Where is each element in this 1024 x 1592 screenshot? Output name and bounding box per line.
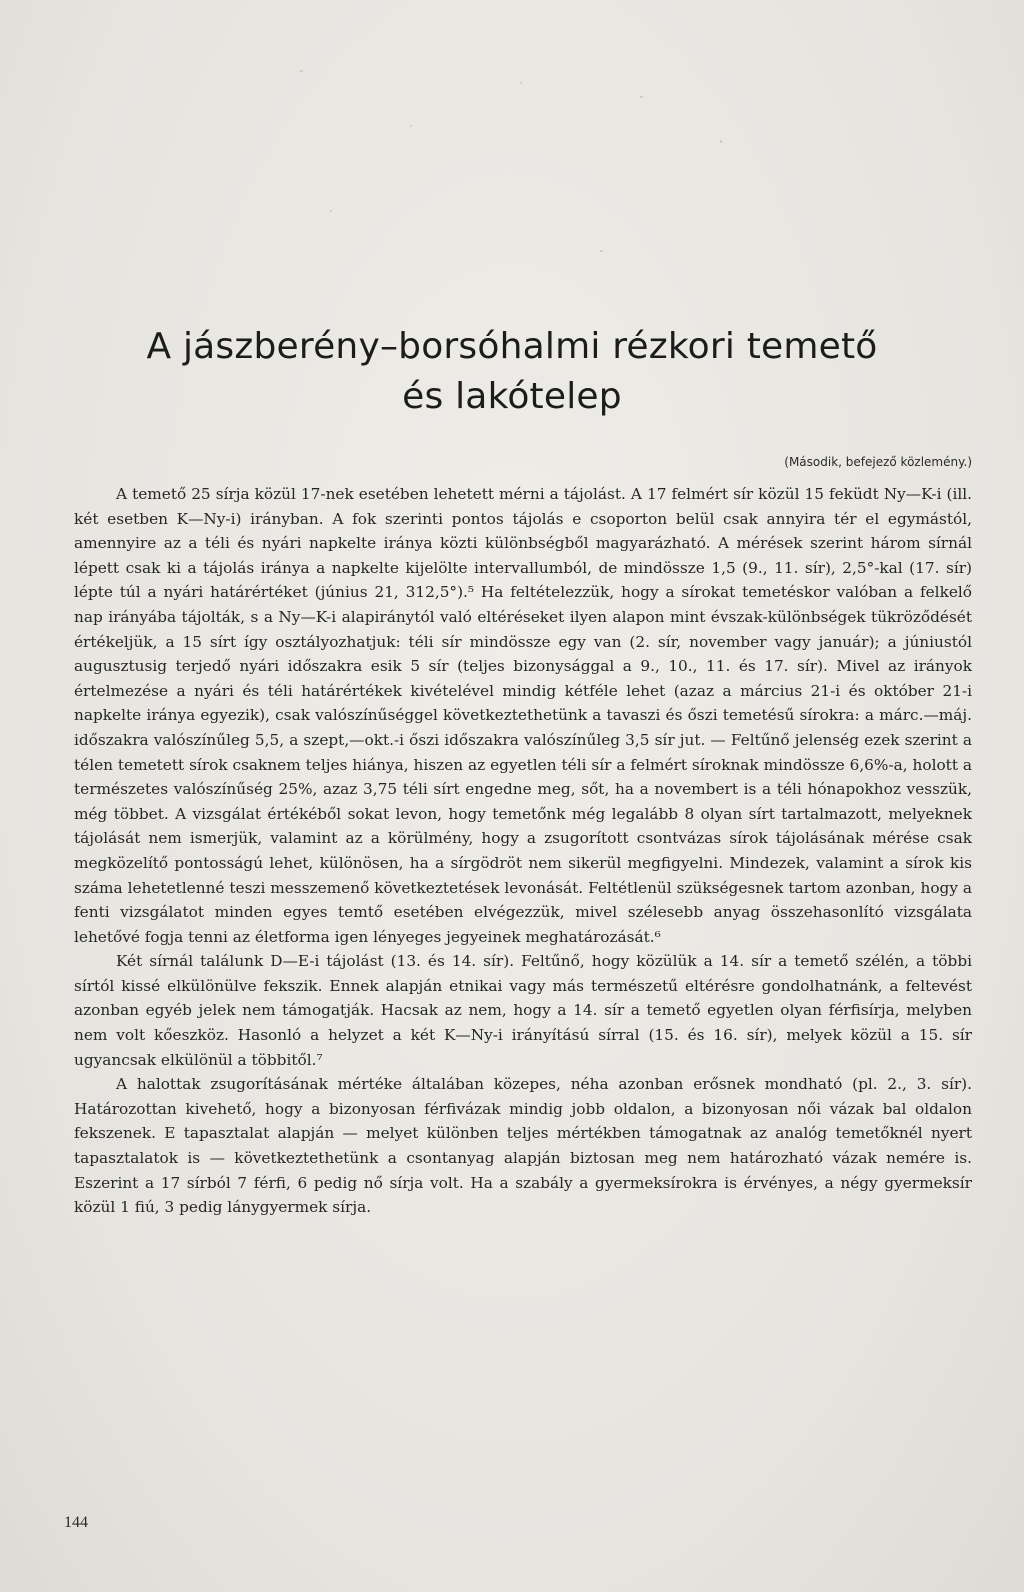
paragraph: Két sírnál találunk D—E-i tájolást (13. és 14. sír). Feltűnő, hogy közülük a 14. sír a temető szélén, a többi sírtól kissé elkülönülve fekszik. Ennek alapján etnikai vagy más természetű eltérésre gondolhatnánk, a feltevést azonban egyéb jelek nem támogatják. Hacsak az nem, hogy a 14. sír a temető egyetlen olyan férfisírja, melyben nem volt kőeszköz. Hasonló a helyzet a két K—Ny-i irányítású sírral (15. és 16. sír), melyek közül a 15. sír ugyancsak elkülönül a többitől.⁷ <box>74 952 972 1069</box>
title-line-2: és lakótelep <box>402 376 622 417</box>
paragraph: A halottak zsugorításának mértéke általában közepes, néha azonban erősnek mondható (pl. 2., 3. sír). Határozottan kivehető, hogy a bizonyosan férfivázak mindig jobb oldalon, a bizonyosan női vázak bal oldalon fekszenek. E tapasztalat alapján — melyet különben teljes mértékben támogatnak az analóg temetőknél nyert tapasztalatok is — következtethetünk a csontanyag alapján biztosan meg nem határozható vázak nemére is. Eszerint a 17 sírból 7 férfi, 6 pedig nő sírja volt. Ha a szabály a gyermeksírokra is érvényes, a négy gyermeksír közül 1 fiú, 3 pedig lánygyermek sírja. <box>74 1075 972 1217</box>
article-title <box>0 322 1024 422</box>
article-subtitle: (Második, befejező közlemény.) <box>784 455 972 469</box>
title-line-1: A jászberény–borsóhalmi rézkori temető <box>146 326 878 367</box>
paragraph: A temető 25 sírja közül 17-nek esetében lehetett mérni a tájolást. A 17 felmért sír közül 15 feküdt Ny—K-i (ill. két esetben K—Ny-i) irányban. A fok szerinti pontos tájolás e csoporton belül csak annyira tér el egymástól, amennyire az a téli és nyári napkelte iránya közti különbségből magyarázható. A mérések szerint három sírnál lépett csak ki a tájolás iránya a napkelte kijelölte intervallumból, de mindössze 1,5 (9., 11. sír), 2,5°-kal (17. sír) lépte túl a nyári határértéket (június 21, 312,5°).⁵ Ha feltételezzük, hogy a sírokat temetéskor valóban a felkelő nap irányába tájolták, s a Ny—K-i alapiránytól való eltéréseket ilyen alapon mint évszak-különbségek tükröződését értékeljük, a 15 sírt így osztályozhatjuk: téli sír mindössze egy van (2. sír, november vagy január); a júniustól augusztusig terjedő nyári időszakra esik 5 sír (teljes bizonysággal a 9., 10., 11. és 17. sír). Mivel az irányok értelmezése a nyári és téli határértékek kivételével mindig kétféle lehet (azaz a március 21-i és október 21-i napkelte iránya egyezik), csak valószínűséggel következtethetünk a tavaszi és őszi temetésű sírokra: a márc.—máj. időszakra valószínűleg 5,5, a szept,—okt.-i őszi időszakra valószínűleg 3,5 sír jut. — Feltűnő jelenség ezek szerint a télen temetett sírok csaknem teljes hiánya, hiszen az egyetlen téli sír a felmért síroknak mindössze 6,6%-a, holott a természetes valószínűség 25%, azaz 3,75 téli sírt engedne meg, sőt, ha a novembert is a téli hónapokhoz vesszük, még többet. A vizsgálat értékéből sokat levon, hogy temetőnk még legalább 8 olyan sírt tartalmazott, melyeknek tájolását nem ismerjük, valamint az a körülmény, hogy a zsugorított csontvázas sírok tájolásának mérése csak megközelítő pontosságú lehet, különösen, ha a sírgödröt nem sikerül megfigyelni. Mindezek, valamint a sírok kis száma lehetetlenné teszi messzemenő következtetések levonását. Feltétlenül szükségesnek tartom azonban, hogy a fenti vizsgálatot minden egyes temtő esetében elvégezzük, mivel szélesebb anyag összehasonlító vizsgálata lehetővé fogja tenni az életforma igen lényeges jegyeinek meghatározását.⁶ <box>74 485 972 946</box>
article-body <box>74 482 972 1220</box>
page-number: 144 <box>64 1514 88 1531</box>
